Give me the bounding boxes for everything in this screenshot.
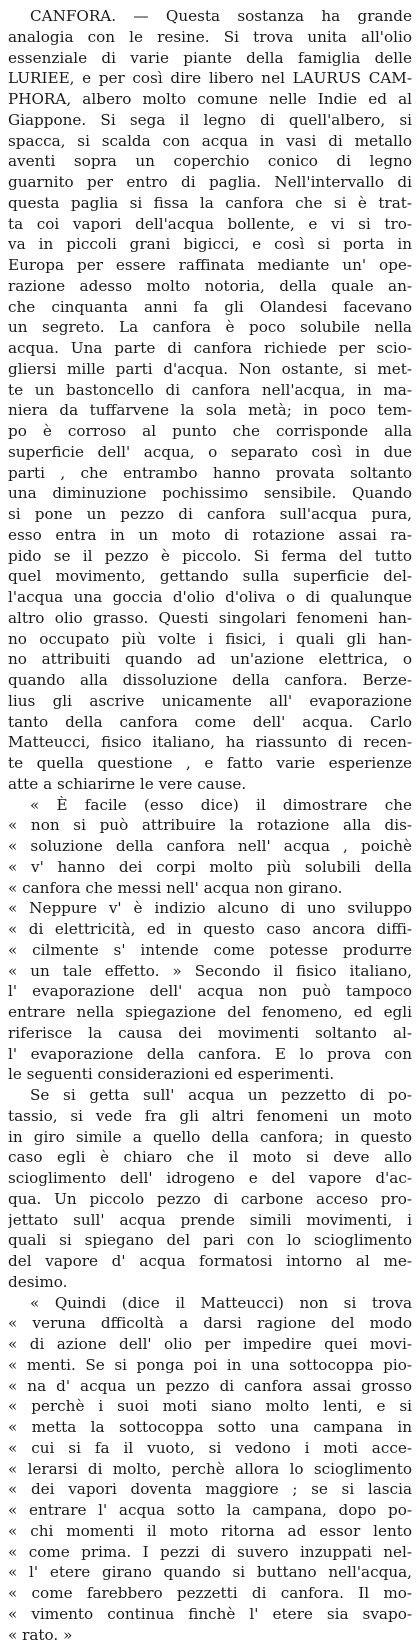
text-line: tassio, si vede fra gli altri fenomeni un moto (8, 1106, 412, 1127)
text-line: riferisce la causa dei movimenti soltanto al- (8, 1023, 412, 1044)
text-line: « cui si fa il vuoto, si vedono i moti acce- (8, 1438, 412, 1459)
text-line: altro olio grasso. Questi singolari fenomeni han- (8, 608, 412, 629)
text-line: « Quindi (dice il Matteucci) non si trova (8, 1293, 412, 1314)
text-line: entrare nella spiegazione del fenomeno, ed egli (8, 1002, 412, 1023)
text-line: « chi momenti il moto ritorna ad essor lento (8, 1521, 412, 1542)
text-line: tanto della canfora come dell' acqua. Carlo (8, 712, 412, 733)
text-line: desimo. (8, 1272, 412, 1293)
text-line: aventi sopra un coperchio conico di legno (8, 151, 412, 172)
text-line: jettato sull' acqua prende simili movimenti, i (8, 1210, 412, 1231)
text-line: « di elettricità, ed in questo caso ancora diffi- (8, 919, 412, 940)
text-line: parti , che entrambo hanno provata soltanto (8, 463, 412, 484)
text-line: « non si può attribuire la rotazione alla dis- (8, 815, 412, 836)
text-line: « Neppure v' è indizio alcuno di uno sviluppo (8, 898, 412, 919)
text-line: te quella questione , e fatto varie esperienze (8, 753, 412, 774)
text-line: l'acqua una goccia d'olio d'oliva o di qualunque (8, 587, 412, 608)
text-line: un segreto. La canfora è poco solubile nella (8, 317, 412, 338)
text-line: « entrare l' acqua sotto la campana, dopo po- (8, 1500, 412, 1521)
text-line: acqua. Una parte di canfora richiede per scio- (8, 338, 412, 359)
text-line: Matteucci, fisico italiano, ha riassunto di recen- (8, 732, 412, 753)
text-line: « l' etere girano quando si buttano nell'acqua, (8, 1562, 412, 1583)
text-line: l' evaporazione dell' acqua non può tampoco (8, 981, 412, 1002)
text-line: no occupato più volte i fisici, i quali gli han- (8, 629, 412, 650)
text-line: « di azione dell' olio per impedire quei movi- (8, 1334, 412, 1355)
text-line: « menti. Se si ponga poi in una sottocoppa pio- (8, 1355, 412, 1376)
para-canfora-intro (8, 6, 412, 795)
text-line: Europa per essere raffinata mediante un' ope- (8, 255, 412, 276)
text-line: si pone un pezzo di canfora sull'acqua pura, (8, 504, 412, 525)
text-line: caso egli è chiaro che il moto si deve allo (8, 1147, 412, 1168)
text-line: « È facile (esso dice) il dimostrare che (8, 795, 412, 816)
text-line: LURIEE, e per così dire libero nel LAURUS CAM- (8, 68, 412, 89)
text-line: « rato. » (8, 1625, 412, 1645)
text-line: « soluzione della canfora nell' acqua , poichè (8, 836, 412, 857)
text-line: in giro simile a quello della canfora; in questo (8, 1127, 412, 1148)
document-page (8, 6, 412, 1645)
text-line: essenziale di varie piante della famiglia delle (8, 48, 412, 69)
text-line: analogia con le resine. Si trova unita all'olio (8, 27, 412, 48)
text-line: superficie dell' acqua, o separato così in due (8, 442, 412, 463)
text-line: « dei vapori doventa maggiore ; se si lascia (8, 1479, 412, 1500)
text-line: esso entra in un moto di rotazione assai ra- (8, 525, 412, 546)
text-line: le seguenti considerazioni ed esperimenti. (8, 1064, 412, 1085)
para-quote-quindi (8, 1293, 412, 1645)
text-line: razione adesso molto notoria, della quale an- (8, 276, 412, 297)
text-line: « veruna dfficoltà a darsi ragione del modo (8, 1313, 412, 1334)
text-line: « vimento continua finchè l' etere sia svapo- (8, 1604, 412, 1625)
text-line: « v' hanno dei corpi molto più solubili della (8, 857, 412, 878)
text-line: del vapore d' acqua formatosi intorno al me- (8, 1251, 412, 1272)
text-line: lius gli ascrive unicamente all' evaporazione (8, 691, 412, 712)
text-line: quando alla dissoluzione della canfora. Berze- (8, 670, 412, 691)
text-line: gliersi mille parti d'acqua. Non ostante, si met- (8, 359, 412, 380)
text-line: « canfora che messi nell' acqua non girano. (8, 878, 412, 899)
text-line: qua. Un piccolo pezzo di carbone acceso pro- (8, 1189, 412, 1210)
text-line: no attribuiti quando ad un'azione elettrica, o (8, 649, 412, 670)
text-line: niera da tuffarvene la sola metà; in poco tem- (8, 400, 412, 421)
text-line: atte a schiarirne le vere cause. (8, 774, 412, 795)
text-line: guarnito per entro di paglia. Nell'intervallo di (8, 172, 412, 193)
text-line: « un tale effetto. » Secondo il fisico italiano, (8, 961, 412, 982)
text-line: l' evaporazione della canfora. E lo prova con (8, 1044, 412, 1065)
text-line: « metta la sottocoppa sotto una campana in (8, 1417, 412, 1438)
text-line: PHORA, albero molto comune nelle Indie ed al (8, 89, 412, 110)
text-line: una diminuzione pochissimo sensibile. Quando (8, 483, 412, 504)
text-line: te un bastoncello di canfora nell'acqua, in ma- (8, 380, 412, 401)
text-line: quel movimento, gettando sulla superficie del- (8, 566, 412, 587)
text-line: spacca, si scalda con acqua in vasi di metallo (8, 131, 412, 152)
para-potassio (8, 1085, 412, 1293)
text-line: « perchè i suoi moti siano molto lenti, e si (8, 1396, 412, 1417)
text-line: ta coi vapori dell'acqua bollente, e vi si tro- (8, 214, 412, 235)
para-quote-facile (8, 795, 412, 1086)
text-line: scioglimento dell' idrogeno e del vapore d'ac- (8, 1168, 412, 1189)
text-line: pido se il pezzo è piccolo. Si ferma del tutto (8, 546, 412, 567)
text-line: po è corroso al punto che corrisponde alla (8, 421, 412, 442)
text-line: « lerarsi di molto, perchè allora lo scioglimento (8, 1459, 412, 1480)
text-line: « na d' acqua un pezzo di canfora assai grosso (8, 1376, 412, 1397)
text-line: CANFORA. — Questa sostanza ha grande (8, 6, 412, 27)
text-line: Se si getta sull' acqua un pezzetto di po- (8, 1085, 412, 1106)
text-line: Giappone. Si sega il legno di quell'albero, si (8, 110, 412, 131)
text-line: va in piccoli grani bigicci, e così si porta in (8, 234, 412, 255)
text-line: « cilmente s' intende come potesse produrre (8, 940, 412, 961)
text-line: questa paglia si fissa la canfora che si è trat- (8, 193, 412, 214)
text-line: « come prima. I pezzi di suvero inzuppati nel- (8, 1542, 412, 1563)
text-line: « come farebbero pezzetti di canfora. Il mo- (8, 1583, 412, 1604)
text-line: che cinquanta anni fa gli Olandesi facevano (8, 297, 412, 318)
text-line: quali si spiegano del pari con lo scioglimento (8, 1230, 412, 1251)
